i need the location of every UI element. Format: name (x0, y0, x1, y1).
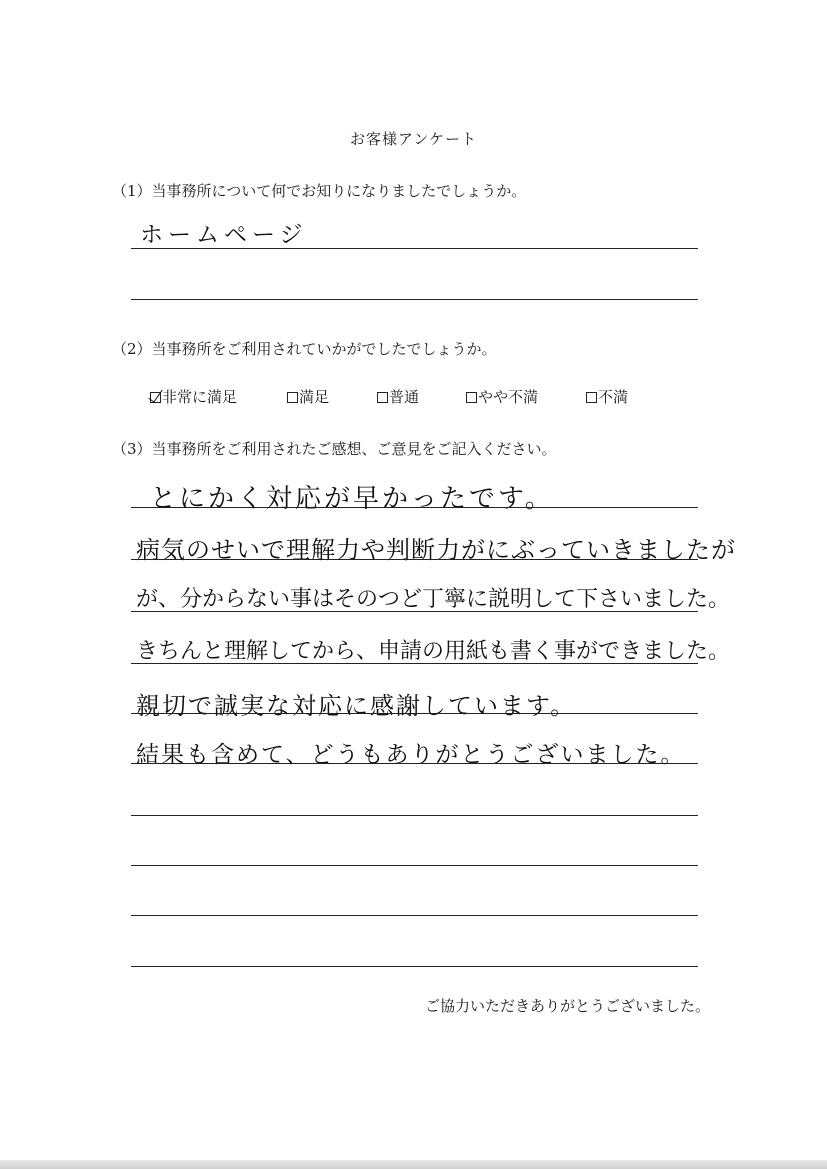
comment-line: きちんと理解してから、申請の用紙も書く事ができました。 (136, 639, 731, 664)
checkbox-checked-icon[interactable] (150, 392, 161, 403)
checkbox-icon[interactable] (377, 392, 388, 403)
answer-line (131, 248, 698, 249)
scan-edge (0, 1160, 827, 1169)
option-dissatisfied[interactable] (586, 386, 628, 407)
comment-line: が、分からない事はそのつど丁寧に説明して下さいました。 (136, 587, 731, 612)
comment-line: とにかく対応が早かったです。 (150, 484, 554, 514)
survey-title: お客様アンケート (349, 130, 478, 148)
comment-line: 親切で誠実な対応に感謝しています。 (136, 692, 577, 720)
answer-line (131, 865, 698, 866)
answer-line (131, 763, 698, 764)
option-neutral[interactable] (377, 386, 419, 407)
question-3-label: （3）当事務所をご利用されたご感想、ご意見をご記入ください。 (112, 440, 557, 458)
option-satisfied[interactable] (287, 386, 329, 407)
closing-message: ご協力いただきありがとうございました。 (424, 997, 710, 1015)
option-label: 満足 (299, 388, 330, 406)
option-label: 不満 (598, 388, 629, 406)
question-2-label: （2）当事務所をご利用されていかがでしたでしょうか。 (112, 340, 497, 358)
question-1-label: （1）当事務所について何でお知りになりましたでしょうか。 (112, 182, 527, 200)
answer-line (131, 663, 698, 664)
answer-line (131, 299, 698, 300)
answer-line (131, 507, 698, 508)
option-label: やや不満 (478, 388, 539, 406)
comment-line: 結果も含めて、どうもありがとうございました。 (136, 742, 686, 768)
option-very-satisfied[interactable] (150, 386, 237, 407)
answer-line (131, 559, 698, 560)
answer-line (131, 966, 698, 967)
checkbox-icon[interactable] (586, 392, 597, 403)
option-somewhat-dissatisfied[interactable] (466, 386, 538, 407)
answer-line (131, 915, 698, 916)
comment-line: 病気のせいで理解力や判断力がにぶっていきましたが (136, 536, 736, 564)
option-label: 普通 (389, 388, 420, 406)
answer-line (131, 611, 698, 612)
answer-line (131, 815, 698, 816)
checkbox-icon[interactable] (466, 392, 477, 403)
answer-line (131, 713, 698, 714)
option-label: 非常に満足 (162, 388, 238, 406)
checkbox-icon[interactable] (287, 392, 298, 403)
question-1-answer: ホームページ (140, 222, 308, 248)
